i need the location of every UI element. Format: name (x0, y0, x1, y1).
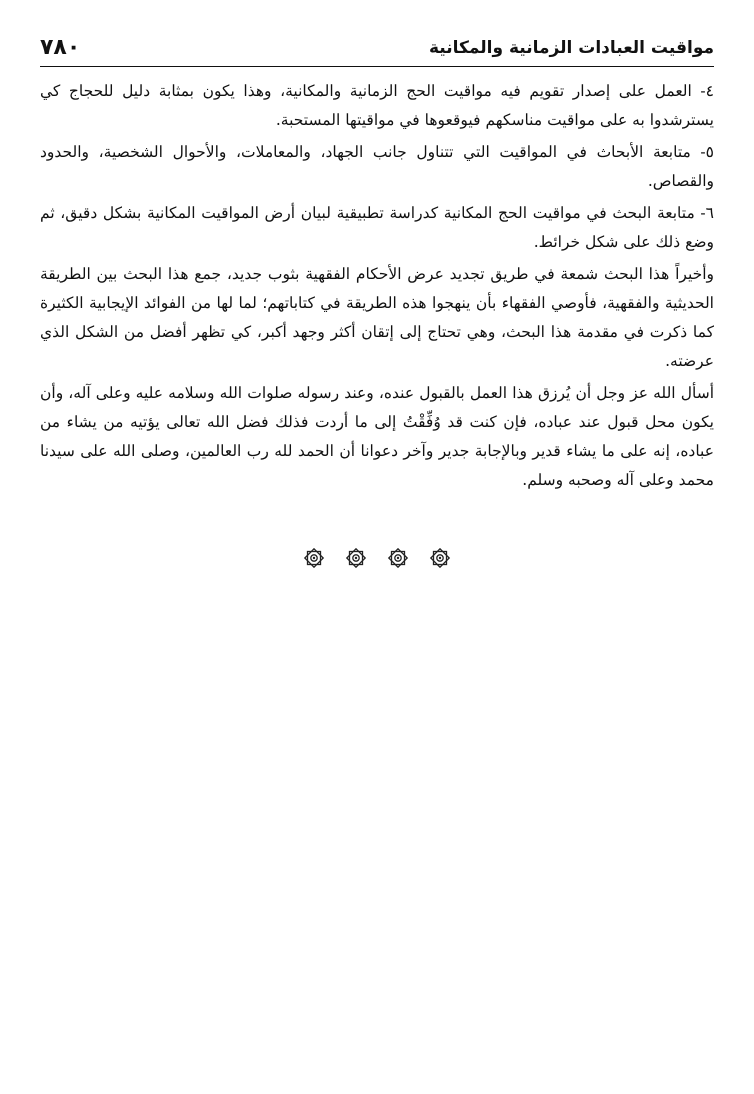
octagram-ornament-icon (429, 547, 451, 569)
page-number: ٧٨٠ (40, 35, 81, 60)
paragraph-recommendation-5: ٥- متابعة الأبحاث في المواقيت التي تتناول جانب الجهاد، والمعاملات، والأحوال الشخصية، والحدود والقصاص. (40, 143, 714, 190)
body-text (40, 77, 714, 495)
paragraph-supplication: أسأل الله عز وجل أن يُرزق هذا العمل بالقبول عنده، وعند رسوله صلوات الله وسلامه عليه وعلى آله، وأن يكون محل قبول عند عباده، فإن كنت قد وُفِّقْتُ إلى ما أردت فذلك فضل الله تعالى يؤتيه من يشاء من عباده، إنه على ما يشاء قدير وبالإجابة جدير وآخر دعوانا أن الحمد لله رب العالمين، وصلى الله على سيدنا محمد وعلى آله وصحبه وسلم. (40, 384, 714, 489)
paragraph-recommendation-6: ٦- متابعة البحث في مواقيت الحج المكانية كدراسة تطبيقية لبيان أرض المواقيت المكانية بشكل دقيق، ثم وضع ذلك على شكل خرائط. (40, 204, 714, 251)
page-header (40, 30, 714, 67)
running-title: مواقيت العبادات الزمانية والمكانية (429, 38, 714, 58)
paragraph-recommendation-4: ٤- العمل على إصدار تقويم فيه مواقيت الحج الزمانية والمكانية، وهذا يكون بمثابة دليل للحجاج كي يسترشدوا به على مواقيت مناسكهم فيوقعوها في مواقيتها المستحبة. (40, 82, 714, 129)
closing-ornaments (40, 547, 714, 569)
page (40, 30, 714, 569)
paragraph-conclusion: وأخيراً هذا البحث شمعة في طريق تجديد عرض الأحكام الفقهية بثوب جديد، جمع هذا البحث بين الطريقة الحديثية والفقهية، فأوصي الفقهاء بأن ينهجوا هذه الطريقة في كتاباتهم؛ لما لها من الفوائد الإيجابية الكثيرة كما ذكرت في مقدمة هذا البحث، وهي تحتاج إلى إتقان أكثر وجهد أكبر، كي تظهر أفضل من الشكل الذي عرضته. (40, 265, 714, 370)
octagram-ornament-icon (303, 547, 325, 569)
octagram-ornament-icon (345, 547, 367, 569)
octagram-ornament-icon (387, 547, 409, 569)
